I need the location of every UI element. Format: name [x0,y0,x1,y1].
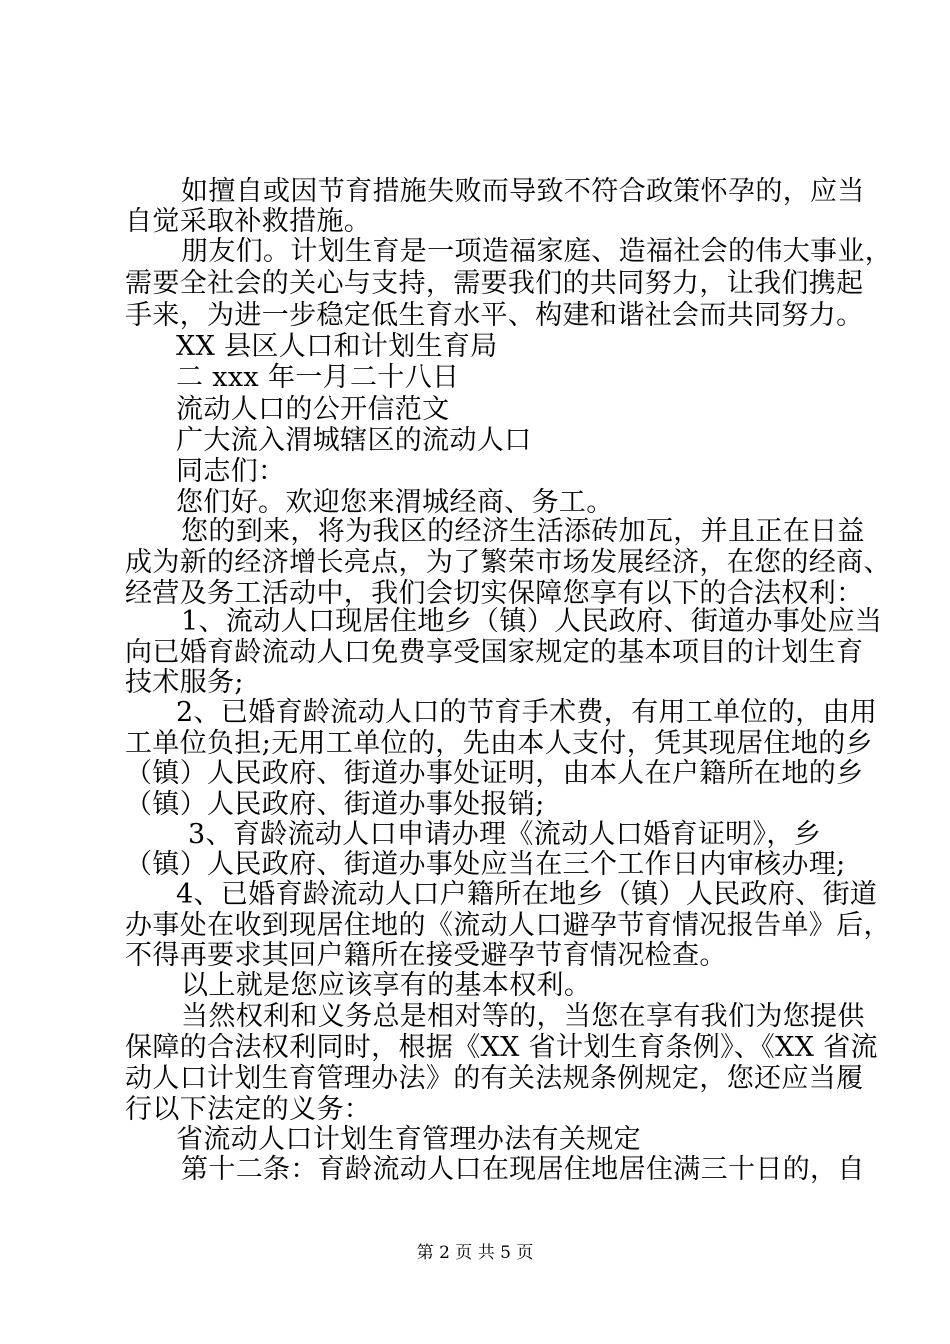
letter-recipient: 广大流入渭城辖区的流动人口 [176,425,532,456]
body-text-line: 朋友们。计划生育是一项造福家庭、造福社会的伟大事业， [181,236,893,267]
body-text-line: 向已婚育龄流动人口免费享受国家规定的基本项目的计划生育 [125,637,864,668]
body-text-line: 成为新的经济增长亮点，为了繁荣市场发展经济，在您的经商、 [125,547,891,578]
body-text-line: （镇）人民政府、街道办事处应当在三个工作日内审核办理; [125,849,846,880]
body-text-line: 您的到来，将为我区的经济生活添砖加瓦，并且正在日益 [181,516,865,547]
body-text-line: 第十二条：育龄流动人口在现居住地居住满三十日的，自 [181,1154,865,1185]
body-text-line: 以上就是您应该享有的基本权利。 [181,970,592,1001]
list-item-1: 1、流动人口现居住地乡（镇）人民政府、街道办事处应当 [181,606,883,637]
list-item-3: 3、育龄流动人口申请办理《流动人口婚育证明》，乡 [188,819,822,850]
body-text-line: 动人口计划生育管理办法》的有关法规条例规定，您还应当履 [125,1063,864,1094]
body-text-line: 不得再要求其回户籍所在接受避孕节育情况检查。 [125,940,727,971]
letter-salutation: 同志们： [176,456,286,487]
body-text-line: 技术服务; [125,667,244,698]
body-text-line: 您们好。欢迎您来渭城经商、务工。 [176,487,614,518]
body-text-line: 办事处在收到现居住地的《流动人口避孕节育情况报告单》后， [125,910,891,941]
signature-organization: XX 县区人口和计划生育局 [176,331,498,362]
regulation-heading: 省流动人口计划生育管理办法有关规定 [176,1124,641,1155]
list-item-4: 4、已婚育龄流动人口户籍所在地乡（镇）人民政府、街道 [176,879,878,910]
section-title: 流动人口的公开信范文 [176,394,450,425]
body-text-line: （镇）人民政府、街道办事处报销; [125,789,545,820]
body-text-line: 需要全社会的关心与支持，需要我们的共同努力，让我们携起 [125,268,864,299]
body-text-line: 如擅自或因节育措施失败而导致不符合政策怀孕的，应当 [181,176,865,207]
body-text-line: 工单位负担;无用工单位的，先由本人支付，凭其现居住地的乡 [125,728,873,759]
body-text-line: 行以下法定的义务： [125,1094,372,1125]
body-text-line: （镇）人民政府、街道办事处证明，由本人在户籍所在地的乡 [125,758,864,789]
list-item-2: 2、已婚育龄流动人口的节育手术费，有用工单位的，由用 [176,697,878,728]
body-text-line: 经营及务工活动中，我们会切实保障您享有以下的合法权利： [125,578,864,609]
signature-date: 二 xxx 年一月二十八日 [176,362,460,393]
body-text-line: 保障的合法权利同时，根据《XX 省计划生育条例》、《XX 省流 [125,1032,878,1063]
body-text-line: 自觉采取补救措施。 [125,206,372,237]
page-number-footer: 第 2 页 共 5 页 [416,1243,534,1263]
body-text-line: 手来，为进一步稳定低生育水平、构建和谐社会而共同努力。 [125,300,864,331]
body-text-line: 当然权利和义务总是相对等的，当您在享有我们为您提供 [181,1001,865,1032]
